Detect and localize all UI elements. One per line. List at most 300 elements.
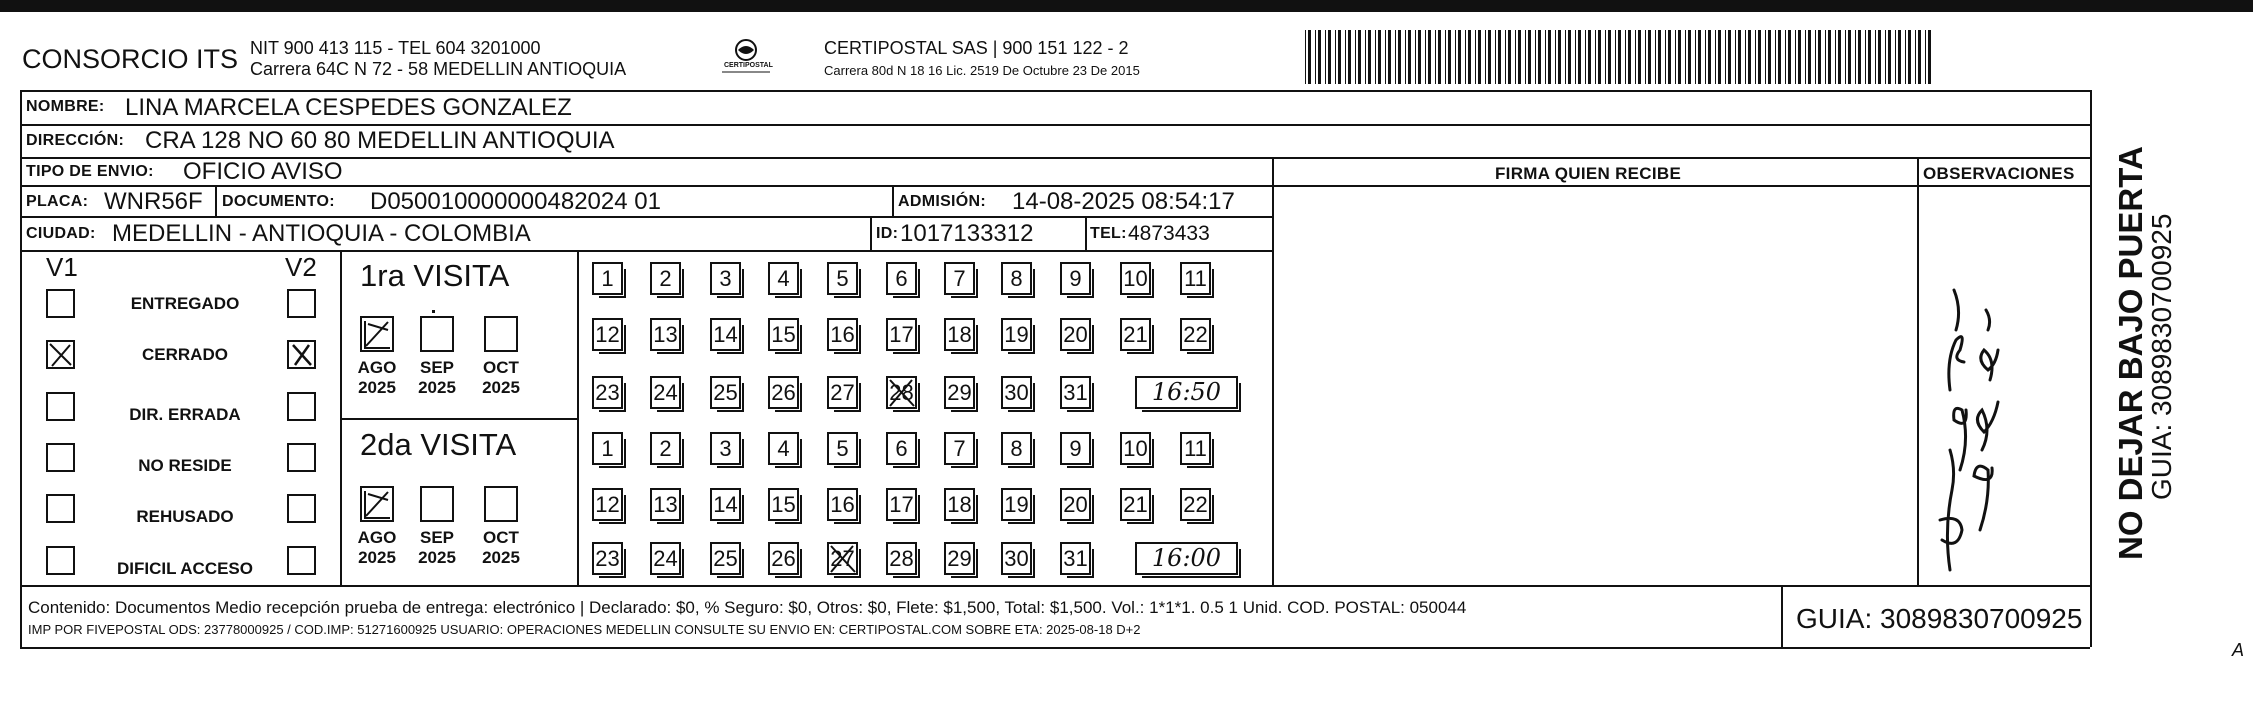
barcode-bar (1918, 30, 1921, 84)
second-visit-day-box[interactable] (886, 488, 917, 521)
first-visit-day-box[interactable] (650, 262, 681, 295)
barcode-bar (1585, 30, 1586, 84)
v2-checkbox[interactable] (287, 289, 316, 318)
barcode-bar (1655, 30, 1656, 84)
barcode-bar (1628, 30, 1631, 84)
day-number: 1 (601, 266, 614, 291)
day-number: 31 (1063, 546, 1088, 571)
second-visit-year-label: 2025 (358, 548, 396, 567)
status-label: DIR. ERRADA (129, 405, 241, 424)
barcode-bar (1868, 30, 1871, 84)
barcode-bar (1445, 30, 1446, 84)
firma-header: FIRMA QUIEN RECIBE (1495, 164, 1682, 183)
barcode-bar (1448, 30, 1451, 84)
footer-line1: Contenido: Documentos Medio recepción prueba de entrega: electrónico | Declarado: $0, % Seguro: $0, Otros: $0, Flete: $1,500, Total: $1,500. Vol.: 1*1*1. 0.5 1 Unid. COD. POSTAL: 050044 (28, 598, 1467, 617)
barcode-bar (1558, 30, 1561, 84)
status-label: CERRADO (142, 345, 228, 364)
barcode-bar (1315, 30, 1316, 84)
barcode-bar (1405, 30, 1406, 84)
barcode-bar (1578, 30, 1581, 84)
certipostal-line1: CERTIPOSTAL SAS | 900 151 122 - 2 (824, 38, 1129, 58)
barcode-bar (1795, 30, 1796, 84)
first-visit-day-box[interactable] (886, 376, 917, 409)
barcode-bar (1345, 30, 1346, 84)
barcode-bar (1415, 30, 1416, 84)
barcode-bar (1355, 30, 1356, 84)
second-visit-day-box[interactable] (1060, 488, 1091, 521)
barcode-bar (1328, 30, 1331, 84)
v1-label: V1 (46, 252, 78, 282)
barcode-bar (1725, 30, 1726, 84)
second-visit-year-label: 2025 (418, 548, 456, 567)
day-number: 27 (830, 380, 855, 405)
barcode-bar (1845, 30, 1846, 84)
barcode-bar (1318, 30, 1321, 84)
second-visit-day-box[interactable] (1120, 432, 1151, 465)
barcode-bar (1615, 30, 1616, 84)
barcode-bar (1928, 30, 1931, 84)
day-number: 30 (1004, 380, 1029, 405)
second-visit-month-checkbox[interactable] (484, 486, 518, 522)
barcode (1305, 30, 1937, 84)
barcode-bar (1498, 30, 1501, 84)
second-visit-day-box[interactable] (710, 542, 741, 575)
barcode-bar (1838, 30, 1841, 84)
placa-label: PLACA: (26, 193, 89, 210)
barcode-bar (1825, 30, 1826, 84)
v2-checkbox[interactable] (287, 340, 316, 369)
day-number: 10 (1123, 436, 1148, 461)
day-number: 8 (1010, 266, 1023, 291)
day-number: 20 (1063, 322, 1088, 347)
barcode-bar (1508, 30, 1511, 84)
day-number: 24 (653, 380, 678, 405)
day-number: 1 (601, 436, 614, 461)
v1-checkbox[interactable] (46, 392, 75, 421)
status-label: NO RESIDE (138, 456, 232, 475)
second-visit-day-box[interactable] (886, 432, 917, 465)
second-visit-day-box[interactable] (650, 488, 681, 521)
barcode-bar (1828, 30, 1831, 84)
first-visit-day-box[interactable] (768, 376, 799, 409)
barcode-bar (1705, 30, 1706, 84)
barcode-bar (1605, 30, 1606, 84)
top-border (0, 0, 2253, 12)
barcode-bar (1765, 30, 1766, 84)
second-visit-month-label: SEP (419, 528, 455, 547)
day-number: 3 (719, 266, 732, 291)
company-line1: NIT 900 413 115 - TEL 604 3201000 (250, 38, 541, 58)
certipostal-logo (718, 36, 774, 80)
barcode-bar (1858, 30, 1861, 84)
second-visit-day-box[interactable] (710, 488, 741, 521)
barcode-bar (1708, 30, 1711, 84)
day-number: 12 (595, 322, 620, 347)
barcode-bar (1648, 30, 1651, 84)
second-visit-day-box[interactable] (1001, 542, 1032, 575)
second-visit-day-box[interactable] (768, 432, 799, 465)
day-number: 15 (771, 322, 796, 347)
day-number: 26 (771, 380, 796, 405)
second-visit-day-box[interactable] (1180, 488, 1211, 521)
barcode-bar (1808, 30, 1811, 84)
day-number: 11 (1184, 266, 1207, 291)
barcode-bar (1538, 30, 1541, 84)
day-number: 17 (889, 492, 914, 517)
barcode-bar (1305, 30, 1306, 84)
second-visit-day-box[interactable] (768, 542, 799, 575)
barcode-bar (1458, 30, 1461, 84)
barcode-bar (1565, 30, 1566, 84)
first-visit-day-box[interactable] (592, 376, 623, 409)
documento-value: D050010000000482024 01 (370, 188, 661, 215)
barcode-bar (1488, 30, 1491, 84)
barcode-bar (1598, 30, 1601, 84)
day-number: 20 (1063, 492, 1088, 517)
barcode-bar (1755, 30, 1756, 84)
v2-checkbox[interactable] (287, 443, 316, 472)
placa-value: WNR56F (104, 188, 203, 215)
v1-checkbox[interactable] (46, 546, 75, 575)
v1-checkbox[interactable] (46, 289, 75, 318)
barcode-bar (1575, 30, 1576, 84)
day-number: 16 (830, 322, 855, 347)
first-visit-day-box[interactable] (650, 376, 681, 409)
second-visit-day-box[interactable] (944, 432, 975, 465)
tipo-label: TIPO DE ENVIO: (26, 163, 154, 180)
first-visit-day-box[interactable] (1001, 376, 1032, 409)
v2-checkbox[interactable] (287, 392, 316, 421)
second-visit-day-box[interactable] (1001, 432, 1032, 465)
barcode-bar (1678, 30, 1681, 84)
day-number: 4 (777, 266, 790, 291)
first-visit-title: 1ra VISITA (360, 258, 510, 293)
first-visit-day-box[interactable] (1180, 318, 1211, 351)
first-visit-day-box[interactable] (650, 318, 681, 351)
day-number: 14 (713, 492, 738, 517)
barcode-bar (1768, 30, 1771, 84)
first-visit-day-box[interactable] (1060, 376, 1091, 409)
first-visit-year-label: 2025 (418, 378, 456, 397)
day-number: 9 (1069, 266, 1082, 291)
second-visit-time-box[interactable] (1135, 542, 1238, 575)
direccion-value: CRA 128 NO 60 80 MEDELLIN ANTIOQUIA (145, 127, 615, 154)
barcode-bar (1915, 30, 1916, 84)
second-visit-day-box[interactable] (650, 542, 681, 575)
first-visit-day-box[interactable] (886, 318, 917, 351)
barcode-bar (1425, 30, 1426, 84)
status-label: ENTREGADO (130, 294, 240, 313)
second-visit-day-box[interactable] (592, 432, 623, 465)
barcode-bar (1398, 30, 1401, 84)
first-visit-day-box[interactable] (1001, 262, 1032, 295)
day-number: 8 (1010, 436, 1023, 461)
v2-checkbox[interactable] (287, 494, 316, 523)
second-visit-day-box[interactable] (1060, 542, 1091, 575)
v1-checkbox[interactable] (46, 340, 75, 369)
day-number: 18 (947, 322, 972, 347)
id-value: 1017133312 (900, 220, 1034, 247)
barcode-bar (1775, 30, 1776, 84)
day-number: 2 (659, 266, 672, 291)
day-number: 28 (889, 380, 914, 405)
second-visit-day-box[interactable] (650, 432, 681, 465)
second-visit-day-box[interactable] (1120, 488, 1151, 521)
first-visit-day-box[interactable] (1001, 318, 1032, 351)
barcode-bar (1325, 30, 1326, 84)
barcode-bar (1478, 30, 1481, 84)
barcode-bar (1888, 30, 1891, 84)
barcode-bar (1395, 30, 1396, 84)
day-number: 29 (947, 546, 972, 571)
documento-label: DOCUMENTO: (222, 193, 335, 210)
observaciones-header: OBSERVACIONES (1923, 164, 2075, 183)
day-number: 21 (1123, 492, 1148, 517)
day-number: 28 (889, 546, 914, 571)
day-number: 23 (595, 380, 620, 405)
day-number: 30 (1004, 546, 1029, 571)
footer-guia: GUIA: 3089830700925 (1796, 603, 2083, 634)
first-visit-day-box[interactable] (1120, 262, 1151, 295)
first-visit-day-box[interactable] (944, 318, 975, 351)
barcode-bar (1905, 30, 1906, 84)
first-visit-day-box[interactable] (1120, 318, 1151, 351)
first-visit-day-box[interactable] (768, 262, 799, 295)
barcode-bar (1588, 30, 1591, 84)
second-visit-day-box[interactable] (1180, 432, 1211, 465)
barcode-bar (1898, 30, 1901, 84)
day-number: 24 (653, 546, 678, 571)
day-number: 21 (1123, 322, 1148, 347)
barcode-bar (1475, 30, 1476, 84)
first-visit-day-box[interactable] (768, 318, 799, 351)
barcode-bar (1715, 30, 1716, 84)
barcode-bar (1718, 30, 1721, 84)
first-visit-day-box[interactable] (710, 318, 741, 351)
nombre-label: NOMBRE: (26, 98, 105, 115)
barcode-bar (1428, 30, 1431, 84)
barcode-bar (1348, 30, 1351, 84)
status-label: REHUSADO (136, 507, 234, 526)
day-number: 15 (771, 492, 796, 517)
day-number: 9 (1069, 436, 1082, 461)
first-visit-year-label: 2025 (358, 378, 396, 397)
first-visit-day-box[interactable] (1060, 262, 1091, 295)
second-visit-day-box[interactable] (944, 488, 975, 521)
v1-checkbox[interactable] (46, 443, 75, 472)
day-number: 29 (947, 380, 972, 405)
barcode-bar (1608, 30, 1611, 84)
barcode-bar (1635, 30, 1636, 84)
barcode-bar (1515, 30, 1516, 84)
barcode-bar (1365, 30, 1366, 84)
day-number: 22 (1183, 492, 1208, 517)
day-number: 13 (653, 322, 678, 347)
barcode-bar (1618, 30, 1621, 84)
first-visit-day-box[interactable] (710, 262, 741, 295)
barcode-bar (1385, 30, 1386, 84)
first-visit-month-checkbox[interactable] (420, 316, 454, 352)
first-visit-day-box[interactable] (592, 318, 623, 351)
day-number: 14 (713, 322, 738, 347)
barcode-bar (1875, 30, 1876, 84)
first-visit-month-checkbox[interactable] (360, 316, 394, 352)
barcode-bar (1695, 30, 1696, 84)
day-number: 6 (895, 436, 908, 461)
day-number: 4 (777, 436, 790, 461)
second-visit-day-box[interactable] (592, 542, 623, 575)
barcode-bar (1735, 30, 1736, 84)
barcode-bar (1535, 30, 1536, 84)
barcode-bar (1688, 30, 1691, 84)
first-visit-time: 16:50 (1151, 378, 1222, 406)
first-visit-day-box[interactable] (1180, 262, 1211, 295)
second-visit-day-box[interactable] (710, 432, 741, 465)
second-visit-day-box[interactable] (1060, 432, 1091, 465)
barcode-bar (1368, 30, 1371, 84)
barcode-bar (1658, 30, 1661, 84)
day-number: 10 (1123, 266, 1148, 291)
second-visit-day-box[interactable] (592, 488, 623, 521)
day-cross-mark-icon (888, 378, 916, 408)
barcode-bar (1698, 30, 1701, 84)
admision-value: 14-08-2025 08:54:17 (1012, 188, 1235, 215)
tipo-value: OFICIO AVISO (183, 158, 343, 185)
first-visit-day-box[interactable] (1060, 318, 1091, 351)
second-visit-month-checkbox[interactable] (360, 486, 394, 522)
second-visit-day-box[interactable] (944, 542, 975, 575)
first-visit-month-label: OCT (483, 358, 519, 377)
barcode-bar (1748, 30, 1751, 84)
barcode-bar (1465, 30, 1466, 84)
v2-label: V2 (285, 252, 317, 282)
second-visit-title: 2da VISITA (360, 427, 517, 462)
barcode-bar (1805, 30, 1806, 84)
day-cross-mark-icon (829, 544, 857, 574)
first-visit-year-label: 2025 (482, 378, 520, 397)
second-visit-day-box[interactable] (768, 488, 799, 521)
first-visit-day-box[interactable] (886, 262, 917, 295)
barcode-bar (1778, 30, 1781, 84)
barcode-bar (1555, 30, 1556, 84)
observaciones-handwriting (1920, 270, 2020, 580)
check-mark-icon (289, 342, 314, 367)
barcode-bar (1545, 30, 1546, 84)
first-visit-separator-dot (432, 310, 435, 313)
certipostal-line2: Carrera 80d N 18 16 Lic. 2519 De Octubre 23 De 2015 (824, 63, 1140, 78)
first-visit-day-box[interactable] (827, 318, 858, 351)
check-mark-icon (362, 488, 392, 520)
second-visit-day-box[interactable] (886, 542, 917, 575)
barcode-bar (1518, 30, 1521, 84)
barcode-bar (1895, 30, 1896, 84)
barcode-bar (1668, 30, 1671, 84)
tel-value: 4873433 (1128, 222, 1210, 245)
day-number: 31 (1063, 380, 1088, 405)
barcode-bar (1438, 30, 1441, 84)
day-number: 5 (836, 266, 849, 291)
first-visit-day-box[interactable] (592, 262, 623, 295)
day-number: 17 (889, 322, 914, 347)
second-visit-month-checkbox[interactable] (420, 486, 454, 522)
day-number: 2 (659, 436, 672, 461)
day-number: 6 (895, 266, 908, 291)
first-visit-day-box[interactable] (944, 262, 975, 295)
day-number: 18 (947, 492, 972, 517)
second-visit-day-box[interactable] (827, 542, 858, 575)
barcode-bar (1645, 30, 1646, 84)
first-visit-day-box[interactable] (827, 376, 858, 409)
footer-line2: IMP POR FIVEPOSTAL ODS: 23778000925 / COD.IMP: 51271600925 USUARIO: OPERACIONES MEDELLIN CONSULTE SU ENVIO EN: CERTIPOSTAL.COM SOBRE ETA: 2025-08-18 D+2 (28, 622, 1141, 637)
day-number: 11 (1184, 436, 1207, 461)
barcode-bar (1885, 30, 1886, 84)
v1-checkbox[interactable] (46, 494, 75, 523)
tel-label: TEL: (1090, 225, 1127, 242)
admision-label: ADMISIÓN: (898, 193, 987, 210)
day-number: 12 (595, 492, 620, 517)
day-number: 5 (836, 436, 849, 461)
company-name: CONSORCIO ITS (22, 44, 239, 74)
barcode-bar (1745, 30, 1746, 84)
corner-mark: A (2232, 640, 2245, 660)
barcode-bar (1925, 30, 1926, 84)
barcode-bar (1388, 30, 1391, 84)
status-label: DIFICIL ACCESO (116, 559, 253, 578)
day-number: 27 (830, 546, 855, 571)
first-visit-day-box[interactable] (710, 376, 741, 409)
first-visit-month-label: SEP (419, 358, 455, 377)
barcode-bar (1758, 30, 1761, 84)
barcode-bar (1855, 30, 1856, 84)
first-visit-day-box[interactable] (827, 262, 858, 295)
barcode-bar (1358, 30, 1361, 84)
ciudad-label: CIUDAD: (26, 225, 96, 242)
day-number: 16 (830, 492, 855, 517)
second-visit-day-box[interactable] (1001, 488, 1032, 521)
v2-checkbox[interactable] (287, 546, 316, 575)
barcode-bar (1728, 30, 1731, 84)
barcode-bar (1848, 30, 1851, 84)
barcode-bar (1378, 30, 1381, 84)
first-visit-month-checkbox[interactable] (484, 316, 518, 352)
first-visit-month-label: AGO (357, 358, 397, 377)
barcode-bar (1665, 30, 1666, 84)
id-label: ID: (876, 225, 899, 242)
barcode-bar (1785, 30, 1786, 84)
barcode-bar (1675, 30, 1676, 84)
day-number: 26 (771, 546, 796, 571)
first-visit-time-box[interactable] (1135, 376, 1238, 409)
side-guia: GUIA: 3089830700925 (2146, 213, 2177, 500)
ciudad-value: MEDELLIN - ANTIOQUIA - COLOMBIA (112, 220, 531, 247)
barcode-bar (1835, 30, 1836, 84)
day-number: 22 (1183, 322, 1208, 347)
barcode-bar (1908, 30, 1911, 84)
second-visit-day-box[interactable] (827, 432, 858, 465)
first-visit-day-box[interactable] (944, 376, 975, 409)
barcode-bar (1595, 30, 1596, 84)
barcode-bar (1685, 30, 1686, 84)
barcode-bar (1548, 30, 1551, 84)
barcode-bar (1798, 30, 1801, 84)
day-number: 3 (719, 436, 732, 461)
barcode-bar (1335, 30, 1336, 84)
nombre-value: LINA MARCELA CESPEDES GONZALEZ (125, 94, 572, 121)
day-number: 25 (713, 546, 738, 571)
second-visit-day-box[interactable] (827, 488, 858, 521)
second-visit-month-label: AGO (357, 528, 397, 547)
barcode-bar (1568, 30, 1571, 84)
